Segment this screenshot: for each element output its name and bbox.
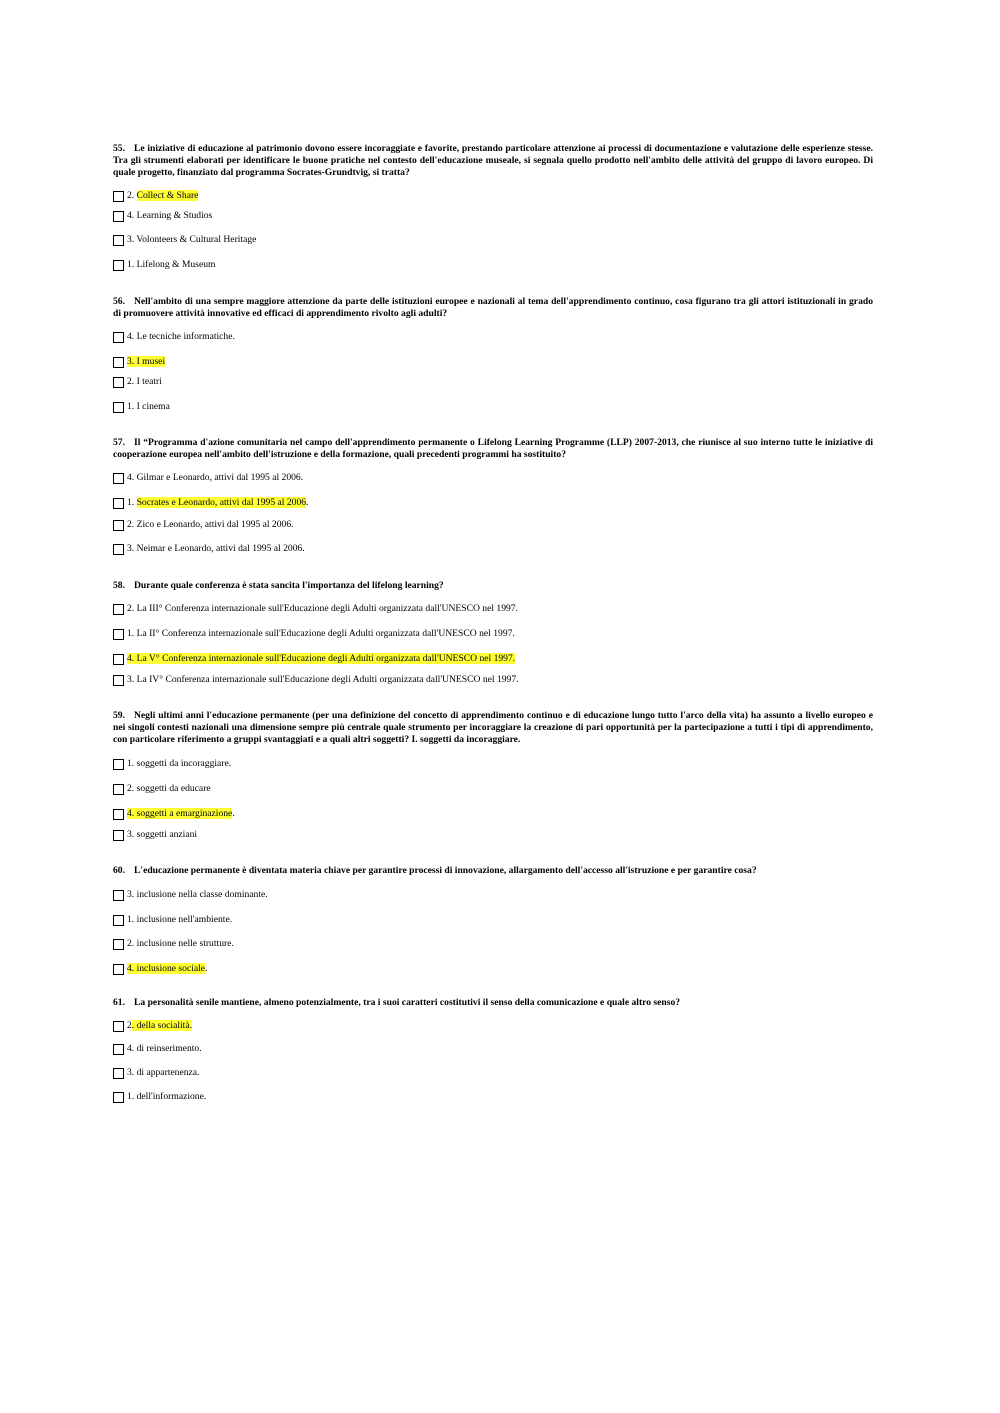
answer-checkbox[interactable] <box>113 235 124 246</box>
answer-checkbox[interactable] <box>113 498 124 509</box>
answer-label: 3. La IV° Conferenza internazionale sull'Educazione degli Adulti organizzata dall'UNESCO nel 1997. <box>127 674 519 685</box>
question-58 <box>113 580 873 685</box>
answer-label: 2. della socialità. <box>127 1020 193 1031</box>
answer-option[interactable] <box>113 602 518 616</box>
answer-checkbox[interactable] <box>113 759 124 770</box>
answer-option[interactable] <box>113 471 303 485</box>
answer-option[interactable] <box>113 233 256 247</box>
answer-option[interactable] <box>113 782 211 796</box>
answer-label: 2. soggetti da educare <box>127 783 211 794</box>
answer-checkbox[interactable] <box>113 939 124 950</box>
question-text: 61. La personalità senile mantiene, almeno potenzialmente, tra i suoi caratteri costitutivi il senso della comunicazione e quale altro senso? <box>113 997 681 1008</box>
answer-option[interactable] <box>113 1090 206 1104</box>
answer-option[interactable] <box>113 375 162 389</box>
answer-label: 3. soggetti anziani <box>127 829 198 840</box>
answer-label: 1. La II° Conferenza internazionale sull'Educazione degli Adulti organizzata dall'UNESCO nel 1997. <box>127 628 515 639</box>
answer-checkbox[interactable] <box>113 1021 124 1032</box>
answer-label: 1. soggetti da incoraggiare. <box>127 758 232 769</box>
question-number: 55. <box>113 143 125 154</box>
question-text: 55. Le iniziative di educazione al patrimonio dovono essere incoraggiate e favorite, prestando particolare attenzione ai processi di documentazione e valutazione delle esperienze stesse. Tra gli strumenti elaborati per identificare le buone pratiche nel contesto dell'educazione museale, si segnala quello prodotto nell'ambito delle attività del gruppo di lavoro europeo. Di quale progetto, finanziato dal programma Socrates-Grundtvig, si tratta? <box>113 143 873 178</box>
answer-option[interactable] <box>113 400 170 414</box>
answer-checkbox[interactable] <box>113 964 124 975</box>
question-text: 59. Negli ultimi anni l'educazione permanente (per una definizione del concetto di apprendimento continuo e di educazione lungo tutto l'arco della vita) ha assunto a livello europeo e nei singoli contesti nazionali una dimensione sempre più centrale quale strumento per incoraggiare la creazione di pari opportunità per la partecipazione a tutti i tipi di apprendimento, con particolare riferimento a gruppi svantaggiati e a quali altri soggetti? I. soggetti da incoraggiare. <box>113 710 873 745</box>
answer-checkbox[interactable] <box>113 1092 124 1103</box>
answer-label: 4. La V° Conferenza internazionale sull'Educazione degli Adulti organizzata dall'UNESCO nel 1997. <box>127 653 516 664</box>
answer-checkbox[interactable] <box>113 332 124 343</box>
answer-label: 4. di reinserimento. <box>127 1043 202 1054</box>
answer-checkbox[interactable] <box>113 654 124 665</box>
answer-label: 2. La III° Conferenza internazionale sull'Educazione degli Adulti organizzata dall'UNESCO nel 1997. <box>127 603 519 614</box>
answer-checkbox[interactable] <box>113 473 124 484</box>
answer-label: 1. Lifelong & Museum <box>127 259 216 270</box>
question-61 <box>113 997 873 1102</box>
answer-label: 4. Gilmar e Leonardo, attivi dal 1995 al 2006. <box>127 472 304 483</box>
answer-label: 4. Learning & Studios <box>127 210 213 221</box>
answer-label: 3. Volonteers & Cultural Heritage <box>127 234 257 245</box>
answer-option[interactable] <box>113 937 234 951</box>
question-number: 58. <box>113 580 125 591</box>
question-text: 57. Il “Programma d'azione comunitaria nel campo dell'apprendimento permanente o Lifelong Learning Programme (LLP) 2007-2013, che riunisce al suo interno tutte le iniziative di cooperazione europea nell'ambito dell'istruzione e della formazione, quali precedenti programmi ha sostituito? <box>113 437 873 460</box>
question-59 <box>113 710 873 840</box>
answer-checkbox[interactable] <box>113 830 124 841</box>
answer-option[interactable] <box>113 627 515 641</box>
answer-option[interactable] <box>113 209 212 223</box>
answer-checkbox[interactable] <box>113 377 124 388</box>
question-number: 56. <box>113 296 125 307</box>
answer-checkbox[interactable] <box>113 544 124 555</box>
answer-label: 3. I musei <box>127 356 166 367</box>
answer-label: 3. di appartenenza. <box>127 1067 200 1078</box>
question-57 <box>113 437 873 554</box>
answer-checkbox[interactable] <box>113 675 124 686</box>
answer-option[interactable] <box>113 189 198 203</box>
answer-label: 2. Collect & Share <box>127 190 199 201</box>
answer-option[interactable] <box>113 330 235 344</box>
answer-option[interactable] <box>113 1042 202 1056</box>
answer-label: 3. Neimar e Leonardo, attivi dal 1995 al 2006. <box>127 543 305 554</box>
question-number: 60. <box>113 865 125 876</box>
question-text: 58. Durante quale conferenza è stata sancita l'importanza del lifelong learning? <box>113 580 444 591</box>
answer-label: 2. Zico e Leonardo, attivi dal 1995 al 2006. <box>127 519 294 530</box>
answer-checkbox[interactable] <box>113 915 124 926</box>
answer-option[interactable] <box>113 913 232 927</box>
answer-checkbox[interactable] <box>113 784 124 795</box>
answer-checkbox[interactable] <box>113 890 124 901</box>
answer-label: 1. dell'informazione. <box>127 1091 207 1102</box>
question-56 <box>113 296 873 412</box>
answer-label: 4. Le tecniche informatiche. <box>127 331 235 342</box>
answer-option[interactable] <box>113 888 268 902</box>
answer-checkbox[interactable] <box>113 629 124 640</box>
answer-option[interactable] <box>113 807 235 821</box>
answer-option[interactable] <box>113 652 515 666</box>
answer-option[interactable] <box>113 828 197 842</box>
answer-checkbox[interactable] <box>113 260 124 271</box>
answer-option[interactable] <box>113 1066 199 1080</box>
answer-option[interactable] <box>113 962 207 976</box>
answer-option[interactable] <box>113 355 165 369</box>
answer-checkbox[interactable] <box>113 402 124 413</box>
answer-checkbox[interactable] <box>113 520 124 531</box>
answer-option[interactable] <box>113 757 231 771</box>
answer-option[interactable] <box>113 258 215 272</box>
answer-checkbox[interactable] <box>113 1068 124 1079</box>
answer-option[interactable] <box>113 518 294 532</box>
question-number: 57. <box>113 437 125 448</box>
answer-checkbox[interactable] <box>113 1044 124 1055</box>
answer-checkbox[interactable] <box>113 211 124 222</box>
answer-label: 2. I teatri <box>127 376 162 387</box>
answer-option[interactable] <box>113 673 519 687</box>
answer-label: 3. inclusione nella classe dominante. <box>127 889 268 900</box>
answer-checkbox[interactable] <box>113 191 124 202</box>
answer-label: 4. inclusione sociale. <box>127 963 208 974</box>
answer-checkbox[interactable] <box>113 809 124 820</box>
answer-label: 4. soggetti a emarginazione. <box>127 808 235 819</box>
question-text: 60. L'educazione permanente è diventata materia chiave per garantire processi di innovazione, allargamento dell'accesso all'istruzione e per garantire cosa? <box>113 865 757 876</box>
answer-option[interactable] <box>113 1019 192 1033</box>
question-number: 61. <box>113 997 125 1008</box>
question-55 <box>113 143 873 270</box>
answer-label: 1. Socrates e Leonardo, attivi dal 1995 al 2006. <box>127 497 309 508</box>
answer-checkbox[interactable] <box>113 604 124 615</box>
answer-label: 1. inclusione nell'ambiente. <box>127 914 233 925</box>
question-text: 56. Nell'ambito di una sempre maggiore attenzione da parte delle istituzioni europee e nazionali al tema dell'apprendimento continuo, cosa figurano tra gli attori istituzionali in grado di promuovere attività innovative ed efficaci di apprendimento rivolto agli adulti? <box>113 296 873 319</box>
question-number: 59. <box>113 710 125 721</box>
answer-label: 2. inclusione nelle strutture. <box>127 938 234 949</box>
answer-label: 1. I cinema <box>127 401 170 412</box>
answer-option[interactable] <box>113 496 308 510</box>
question-60 <box>113 865 873 974</box>
answer-option[interactable] <box>113 542 305 556</box>
answer-checkbox[interactable] <box>113 357 124 368</box>
